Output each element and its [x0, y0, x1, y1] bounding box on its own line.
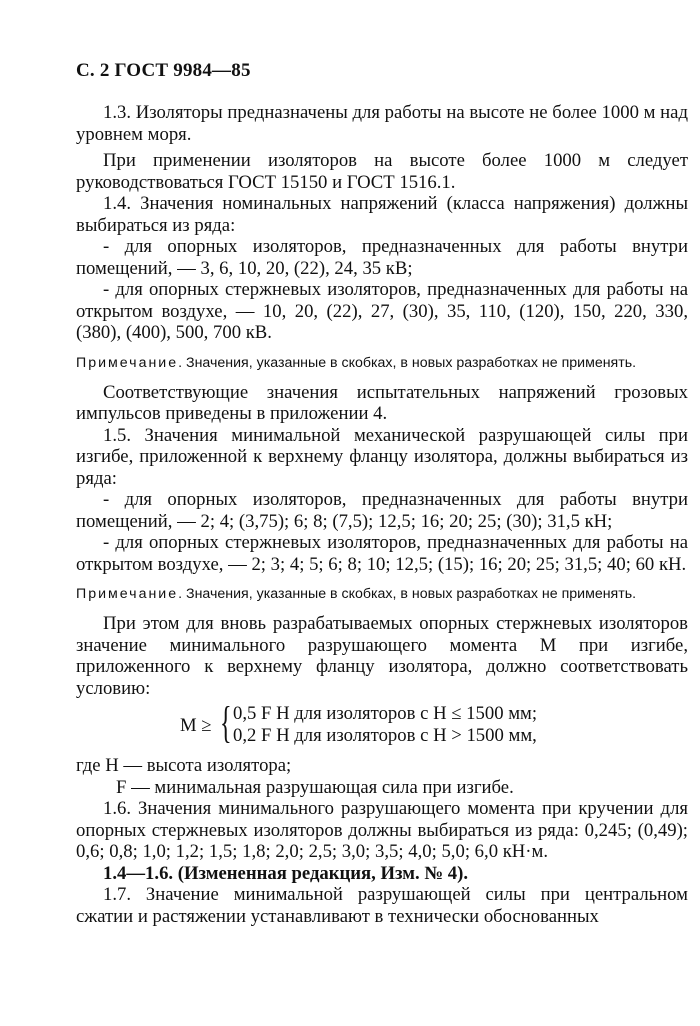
note-text: . Значения, указанные в скобках, в новых разработках не применять.: [178, 586, 637, 602]
paragraph-1-5-outdoor: - для опорных стержневых изоляторов, предназначенных для работы на открытом воздухе, — 2; 3; 4; 5; 6; 8; 10; 12,5; (15); 16; 20; 25; 31,5; 40; 60 кН.: [76, 532, 688, 575]
paragraph-1-4-outdoor: - для опорных стержневых изоляторов, предназначенных для работы на открытом воздухе, — 10, 20, (22), 27, (30), 35, 110, (120), 150, 220, 330, (380), (400), 500, 700 кВ.: [76, 279, 688, 343]
paragraph-1-4: 1.4. Значения номинальных напряжений (класса напряжения) должны выбираться из ряда:: [76, 193, 688, 236]
legend-force: F — минимальная разрушающая сила при изгибе.: [116, 776, 514, 798]
paragraph-1-4-impulse: Соответствующие значения испытательных напряжений грозовых импульсов приведены в приложении 4.: [76, 381, 688, 424]
formula-case-2: 0,2 F H для изоляторов с H > 1500 мм,: [233, 725, 537, 746]
formula-lhs: M ≥: [180, 715, 212, 736]
paragraph-1-5-moment: При этом для вновь разрабатываемых опорных стержневых изоляторов значение минимального разрушающего момента M при изгибе, приложенного к верхнему фланцу изолятора, должно соответствовать условию:: [76, 613, 688, 699]
note-label: Примечание: [76, 354, 179, 371]
paragraph-1-3-altitude: При применении изоляторов на высоте более 1000 м следует руководствоваться ГОСТ 15150 и ГОСТ 1516.1.: [76, 150, 688, 193]
paragraph-1-5-indoor: - для опорных изоляторов, предназначенных для работы внутри помещений, — 2; 4; (3,75); 6; 8; (7,5); 12,5; 16; 20; 25; (30); 31,5 кН;: [76, 489, 688, 532]
note-2: [76, 585, 688, 603]
paragraph-1-4-indoor: - для опорных изоляторов, предназначенных для работы внутри помещений, — 3, 6, 10, 20, (22), 24, 35 кВ;: [76, 236, 688, 279]
formula-brace: {: [220, 698, 232, 747]
note-label: Примечание: [76, 586, 179, 602]
paragraph-1-6: 1.6. Значения минимального разрушающего момента при кручении для опорных стержневых изоляторов должны выбираться из ряда: 0,245; (0,49); 0,6; 0,8; 1,0; 1,2; 1,5; 1,8; 2,0; 2,5; 3,0; 3,5; 4,0; 5,0; 6,0 кН·м.: [76, 798, 688, 862]
paragraph-1-7: 1.7. Значение минимальной разрушающей силы при центральном сжатии и растяжении устанавливают в технически обоснованных: [76, 884, 688, 927]
formula-case-1: 0,5 F H для изоляторов с H ≤ 1500 мм;: [233, 703, 538, 724]
paragraph-1-5: 1.5. Значения минимальной механической разрушающей силы при изгибе, приложенной к верхнему фланцу изолятора, должны выбираться из ряда:: [76, 424, 688, 489]
page-header: С. 2 ГОСТ 9984—85: [76, 60, 251, 81]
note-1: [76, 354, 688, 372]
moment-formula: [76, 698, 688, 749]
paragraph-1-3: 1.3. Изоляторы предназначены для работы на высоте не более 1000 м над уровнем моря.: [76, 102, 688, 145]
paragraph-1-4-1-6-amendment: 1.4—1.6. (Измененная редакция, Изм. № 4).: [103, 862, 469, 884]
document-body: [76, 102, 688, 927]
legend-height: где H — высота изолятора;: [76, 755, 292, 776]
note-text: . Значения, указанные в скобках, в новых разработках не применять.: [178, 354, 637, 371]
formula-legend: [76, 755, 688, 798]
